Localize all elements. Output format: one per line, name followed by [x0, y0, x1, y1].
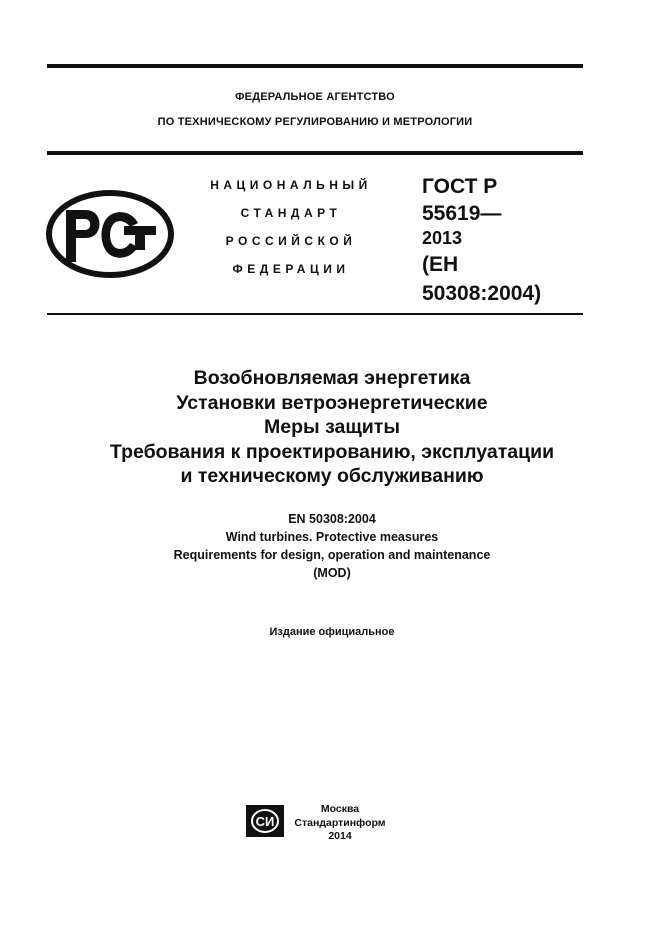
standard-type-line-1: НАЦИОНАЛЬНЫЙ [210, 178, 372, 192]
english-line-1: EN 50308:2004 [288, 512, 376, 526]
header-rule [47, 151, 583, 155]
designation-line-5: 50308:2004) [422, 282, 542, 305]
english-line-3: Requirements for design, operation and maintenance [173, 548, 491, 562]
standard-type-line-3: РОССИЙСКОЙ [225, 234, 357, 248]
standard-type-line-4: ФЕДЕРАЦИИ [232, 262, 350, 276]
english-line-4: (MOD) [313, 566, 351, 580]
english-line-2: Wind turbines. Protective measures [225, 530, 439, 544]
title-line-1: Возобновляемая энергетика [193, 367, 471, 389]
designation-line-1: ГОСТ Р [422, 175, 498, 198]
publisher-info [290, 803, 390, 844]
title-line-5: и техническому обслуживанию [180, 465, 484, 487]
agency-line-2: ПО ТЕХНИЧЕСКОМУ РЕГУЛИРОВАНИЮ И МЕТРОЛОГИИ [157, 116, 473, 128]
designation-line-3: 2013 [422, 228, 463, 248]
designation-line-2: 55619— [422, 202, 502, 225]
designation-rule [47, 313, 583, 315]
english-reference [47, 510, 617, 582]
publisher-city: Москва [320, 803, 360, 815]
publisher-year: 2014 [328, 830, 352, 842]
title-line-2: Установки ветроэнергетические [176, 391, 488, 414]
rst-logo-icon [46, 190, 174, 278]
publisher-logo-icon [246, 805, 284, 837]
document-title [47, 366, 617, 489]
agency-line-1: ФЕДЕРАЛЬНОЕ АГЕНТСТВО [235, 91, 395, 103]
edition-note: Издание официальное [269, 626, 395, 638]
publisher-name: Стандартинформ [294, 816, 386, 829]
standard-type-line-2: СТАНДАРТ [240, 206, 342, 220]
title-line-3: Меры защиты [264, 416, 400, 438]
publisher-logo-text: СИ [255, 814, 275, 829]
designation-line-4: (ЕН [422, 253, 459, 276]
title-line-4: Требования к проектированию, эксплуатации [109, 440, 555, 463]
top-rule [47, 64, 583, 68]
